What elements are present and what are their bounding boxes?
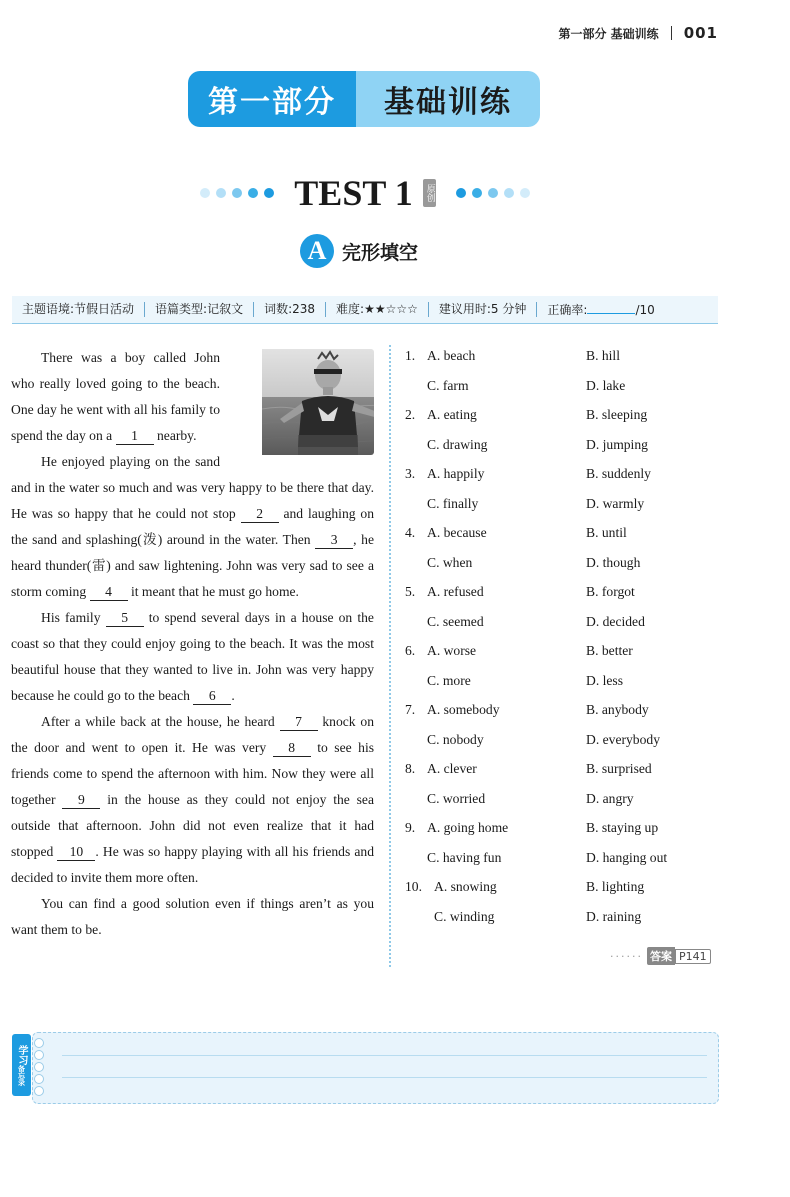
passage-paragraph [11,605,374,709]
passage-text: and laughing on the sand and splashing(泼) around in the water. Then [11,506,375,547]
blank-2[interactable]: 2 [241,506,279,523]
option-b[interactable]: B. hill [586,348,620,363]
part-banner [188,71,540,127]
passage-text: He enjoyed playing on the sand and in the water so much and was very happy to be there that day. He was so happy that he could not stop [11,454,374,521]
dotted-leader: ······ [610,949,643,963]
page-number: 001 [683,24,718,42]
passage-text: After a while back at the house, he heard [41,714,275,729]
option-row [405,611,725,641]
passage-text: knock on the door and went to open it. He was very [11,714,374,755]
option-row [405,788,725,818]
blank-1[interactable]: 1 [116,428,154,445]
dot-decoration [488,188,498,198]
option-d[interactable]: D. jumping [586,436,648,452]
original-badge [423,179,436,207]
option-c[interactable]: C. having fun [427,849,502,865]
question-number: 6. [405,643,416,658]
passage-paragraph [11,709,374,891]
dot-decoration [232,188,242,198]
option-a[interactable]: A. going home [427,820,509,835]
answer-options [405,345,725,935]
option-c[interactable]: C. more [427,672,471,688]
option-b[interactable]: B. until [586,525,627,540]
passage-text: nearby. [156,428,197,443]
option-a[interactable]: A. clever [427,761,477,776]
question-number: 4. [405,525,416,540]
option-d[interactable]: D. raining [586,908,642,924]
passage-text: in the house as they could not enjoy the sea outside that afternoon. John did not even realize that it had stopped [11,792,374,859]
info-difficulty: 难度:★★☆☆☆ [326,302,429,317]
boy-at-beach-photo [232,349,374,455]
test-heading [0,168,730,218]
notes-tab [12,1034,31,1096]
binder-ring-icon [34,1062,44,1072]
option-d[interactable]: D. though [586,554,641,570]
answer-reference[interactable] [610,947,711,965]
option-b[interactable]: B. staying up [586,820,659,835]
blank-4[interactable]: 4 [90,584,128,601]
blank-9[interactable]: 9 [62,792,100,809]
passage-text: , he heard thunder(雷) and saw lightening. John was very sad to see a storm coming [11,532,374,599]
dot-decoration [472,188,482,198]
option-a[interactable]: A. beach [427,348,476,363]
option-b[interactable]: B. surprised [586,761,652,776]
option-c[interactable]: C. seemed [427,613,484,629]
option-d[interactable]: D. angry [586,790,634,806]
dot-decoration [504,188,514,198]
option-row [405,463,725,493]
blank-3[interactable]: 3 [315,532,353,549]
dot-decoration [216,188,226,198]
option-row [405,581,725,611]
notes-tab-sub: 备忘录 [17,1064,26,1086]
question-number: 2. [405,407,416,422]
option-row [405,817,725,847]
original-badge-text: 原创 [424,184,435,202]
dot-decoration [264,188,274,198]
section-letter: A [300,234,334,268]
option-c[interactable]: C. worried [427,790,486,806]
option-row [405,640,725,670]
option-d[interactable]: D. hanging out [586,849,668,865]
option-d[interactable]: D. warmly [586,495,645,511]
info-accuracy [537,302,664,317]
blank-5[interactable]: 5 [106,610,144,627]
blank-10[interactable]: 10 [57,844,95,861]
accuracy-blank[interactable] [587,302,635,314]
option-row [405,758,725,788]
binder-ring-icon [34,1050,44,1060]
option-row [405,670,725,700]
notes-line [62,1077,707,1078]
option-row [405,847,725,877]
dot-decoration [456,188,466,198]
option-d[interactable]: D. decided [586,613,645,629]
question-number: 7. [405,702,416,717]
info-time: 建议用时:5 分钟 [429,302,538,317]
option-b[interactable]: B. anybody [586,702,649,717]
blank-6[interactable]: 6 [193,688,231,705]
question-number: 3. [405,466,416,481]
question-number: 1. [405,348,416,363]
dot-decoration [248,188,258,198]
option-row [405,729,725,759]
dots-left [200,188,274,198]
banner-part: 第一部分 [188,71,356,127]
option-a[interactable]: A. snowing [434,879,497,894]
option-row [405,404,725,434]
dot-decoration [520,188,530,198]
option-c[interactable]: C. winding [434,908,495,924]
passage-text: . [231,688,235,703]
option-row [405,375,725,405]
option-row [405,699,725,729]
option-a[interactable]: A. refused [427,584,484,599]
option-b[interactable]: B. suddenly [586,466,651,481]
test-title: TEST 1 [294,173,413,213]
running-header [559,24,719,42]
question-number: 9. [405,820,416,835]
option-a[interactable]: A. because [427,525,487,540]
study-notes-box [12,1032,717,1102]
passage-text: . He was so happy playing with all his friends and decided to invite them more often. [11,844,375,885]
option-row [405,552,725,582]
option-a[interactable]: A. somebody [427,702,500,717]
dot-decoration [200,188,210,198]
info-words: 词数:238 [254,302,326,317]
question-number: 5. [405,584,416,599]
binder-ring-icon [34,1074,44,1084]
option-row [405,876,725,906]
binder-ring-icon [34,1086,44,1096]
option-c[interactable]: C. finally [427,495,479,511]
option-row [405,345,725,375]
option-b[interactable]: B. forgot [586,584,635,599]
option-d[interactable]: D. everybody [586,731,660,747]
option-row [405,493,725,523]
passage-paragraph [11,345,374,449]
header-section: 第一部分 基础训练 [558,26,659,41]
answer-page: P141 [675,949,711,964]
question-number: 10. [405,879,422,894]
option-b[interactable]: B. better [586,643,633,658]
passage-paragraph [11,449,374,605]
banner-title: 基础训练 [356,71,540,127]
option-c[interactable]: C. farm [427,377,469,393]
passage-text: There was a boy called John who really loved going to the beach. One day he went with all his family to spend the day on a [11,350,220,443]
notes-area[interactable] [32,1032,719,1104]
option-c[interactable]: C. nobody [427,731,484,747]
option-row [405,434,725,464]
blank-8[interactable]: 8 [273,740,311,757]
binder-ring-icon [34,1038,44,1048]
answer-label: 答案 [647,947,675,965]
option-c[interactable]: C. drawing [427,436,488,452]
option-d[interactable]: D. lake [586,377,626,393]
passage-paragraph: You can find a good solution even if things aren’t as you want them to be. [11,896,374,937]
option-c[interactable]: C. when [427,554,473,570]
dots-right [456,188,530,198]
accuracy-label: 正确率: [547,303,588,317]
passage-text: His family [41,610,101,625]
passage-text: to spend several days in a house on the coast so that they could enjoy going to the beach. It was the most beautiful house that they wanted to live in. John was very happy because he could go to the beach [11,610,374,703]
section-heading [300,234,418,268]
info-topic: 主题语境:节假日活动 [12,302,145,317]
cloze-passage [11,345,374,943]
question-number: 8. [405,761,416,776]
column-divider [389,345,391,967]
notes-line [62,1055,707,1056]
section-title: 完形填空 [342,241,419,264]
passage-text: it meant that he must go home. [130,584,299,599]
option-row [405,906,725,936]
passage-text: to see his friends come to spend the afternoon with him. Now they were all together [11,740,375,807]
notes-tab-main: 学习 [16,1044,27,1065]
option-a[interactable]: A. worse [427,643,477,658]
option-a[interactable]: A. eating [427,407,477,422]
header-separator [671,26,672,40]
option-a[interactable]: A. happily [427,466,485,481]
option-b[interactable]: B. sleeping [586,407,648,422]
blank-7[interactable]: 7 [280,714,318,731]
info-genre: 语篇类型:记叙文 [145,302,254,317]
accuracy-total: /10 [635,303,655,317]
info-bar [12,296,718,324]
option-b[interactable]: B. lighting [586,879,645,894]
option-d[interactable]: D. less [586,672,624,688]
option-row [405,522,725,552]
